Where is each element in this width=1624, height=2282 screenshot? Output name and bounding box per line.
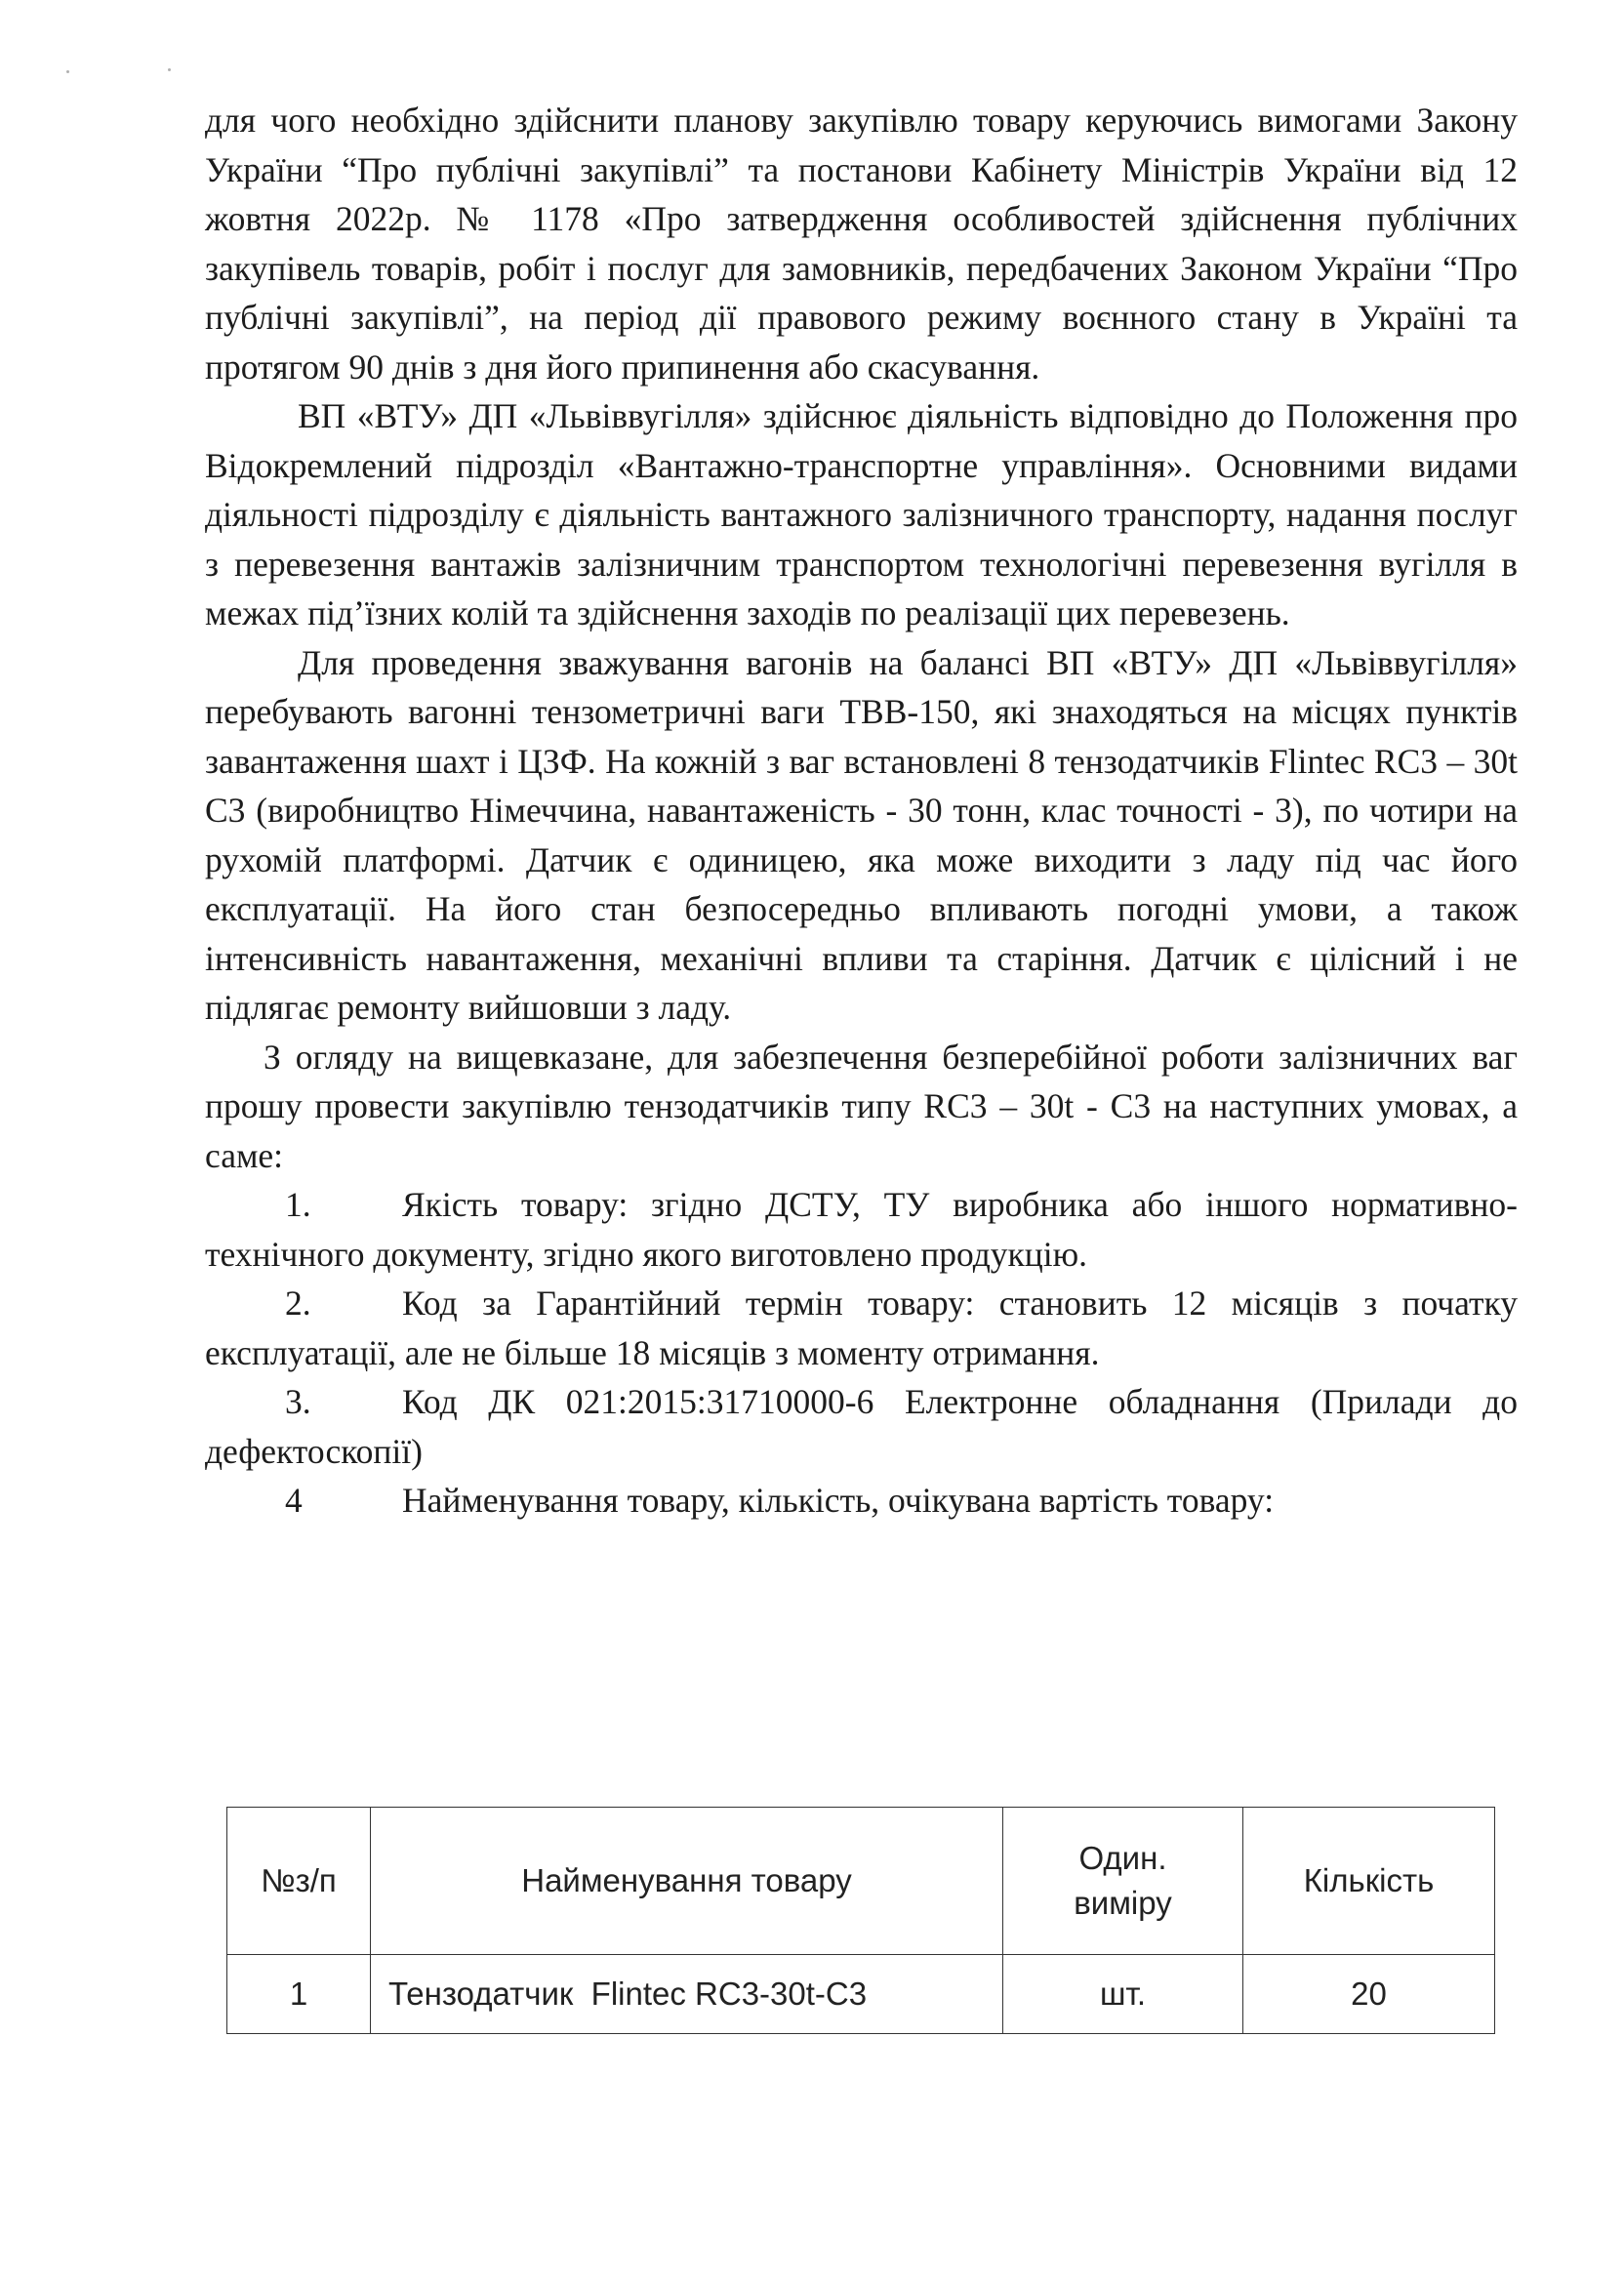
paragraph-request: З огляду на вищевказане, для забезпечення безперебійної роботи залізничних ваг прошу провести закупівлю тензодатчиків типу RC3 – 30t - C3 на наступних умовах, а саме: <box>205 1037 1518 1175</box>
list-item-number: 2. <box>285 1284 311 1323</box>
list-item-text: Якість товару: згідно ДСТУ, ТУ виробника або іншого нормативно-технічного документу, згідно якого виготовлено продукцію. <box>205 1185 1518 1274</box>
column-header-unit <box>1003 1808 1243 1955</box>
list-item-code <box>205 1377 1518 1476</box>
document-body <box>205 96 1518 1526</box>
cell-unit: шт. <box>1003 1955 1243 2034</box>
table-row <box>227 1955 1495 2034</box>
list-item-text: Найменування товару, кількість, очікувана вартість товару: <box>402 1481 1275 1520</box>
table-header-row <box>227 1808 1495 1955</box>
list-item-quality <box>205 1180 1518 1279</box>
paragraph-procurement-basis: для чого необхідно здійснити планову закупівлю товару керуючись вимогами Закону України “Про публічні закупівлі” та постанови Кабінету Міністрів України від 12 жовтня 2022р. № 1178 «Про затвердження особливостей здійснення публічних закупівель товарів, робіт і послуг для замовників, передбачених Законом України “Про публічні закупівлі”, на період дії правового режиму воєнного стану в Україні та протягом 90 днів з дня його припинення або скасування. <box>205 101 1518 387</box>
scan-speck <box>168 68 171 71</box>
list-item-warranty <box>205 1279 1518 1377</box>
list-item-text: Код за Гарантійний термін товару: становить 12 місяців з початку експлуатації, але не більше 18 місяців з моменту отримання. <box>205 1284 1518 1372</box>
scan-speck <box>66 70 69 73</box>
goods-table-wrapper <box>226 1807 1495 2034</box>
list-item-number: 4 <box>285 1481 303 1520</box>
list-item-text: Код ДК 021:2015:31710000-6 Електронне обладнання (Прилади до дефектоскопії) <box>205 1382 1518 1471</box>
paragraph-activity: ВП «ВТУ» ДП «Львіввугілля» здійснює діяльність відповідно до Положення про Відокремлений підрозділ «Вантажно-транспортне управління». Основними видами діяльності підрозділу є діяльність вантажного залізничного транспорту, надання послуг з перевезення вантажів залізничним транспортом технологічні перевезення вугілля в межах під’їзних колій та здійснення заходів по реалізації цих перевезень. <box>205 396 1518 632</box>
column-header-number: №з/п <box>227 1808 371 1955</box>
column-header-quantity: Кількість <box>1243 1808 1495 1955</box>
paragraph-scales: Для проведення зважування вагонів на балансі ВП «ВТУ» ДП «Львіввугілля» перебувають вагонні тензометричні ваги ТВВ-150, які знаходяться на місцях пунктів завантаження шахт і ЦЗФ. На кожній з ваг встановлені 8 тензодатчиків Flintec RC3 – 30t C3 (виробництво Німеччина, навантаженість - 30 тонн, клас точності - 3), по чотири на рухомій платформі. Датчик є одиницею, яка може виходити з ладу під час його експлуатації. На його стан безпосередньо впливають погодні умови, а також інтенсивність навантаження, механічні впливи та старіння. Датчик є цілісний і не підлягає ремонту вийшовши з ладу. <box>205 642 1518 1027</box>
list-item-number: 1. <box>285 1185 311 1224</box>
column-header-name: Найменування товару <box>371 1808 1003 1955</box>
cell-number: 1 <box>227 1955 371 2034</box>
cell-quantity: 20 <box>1243 1955 1495 2034</box>
cell-name: Тензодатчик Flintec RC3-30t-C3 <box>371 1955 1003 2034</box>
list-item-goods <box>205 1476 1518 1526</box>
goods-table <box>226 1807 1495 2034</box>
list-item-number: 3. <box>285 1382 311 1421</box>
column-header-unit-text: Один. виміру <box>1074 1840 1172 1921</box>
